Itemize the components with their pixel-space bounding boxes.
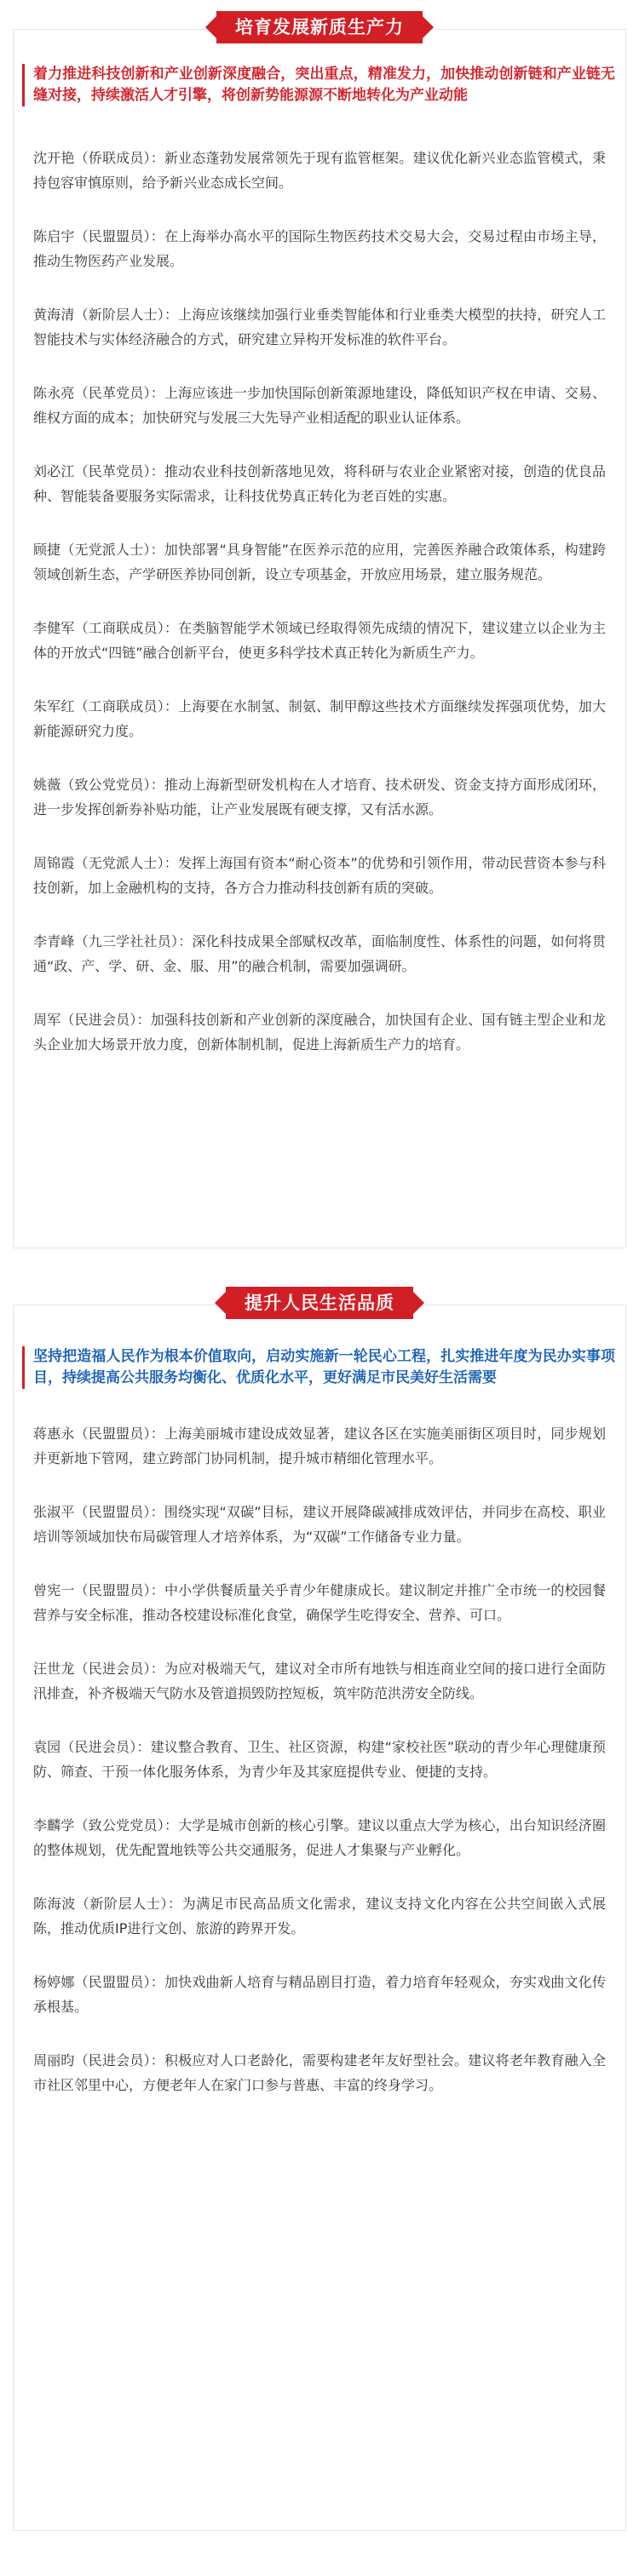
opinion-list	[33, 1421, 606, 2126]
speaker-name: 李健军（工商联成员）：	[33, 620, 179, 636]
speaker-name: 蒋惠永（民盟盟员）：	[33, 1426, 164, 1442]
speaker-name: 刘必江（民革党员）：	[33, 463, 164, 479]
section-intro: 着力推进科技创新和产业创新深度融合，突出重点，精准发力，加快推动创新链和产业链无缝对接，持续激活人才引擎，将创新势能源源不断地转化为产业动能	[22, 64, 615, 106]
opinion-item	[33, 616, 606, 665]
opinion-text: 在类脑智能学术领域已经取得领先成绩的情况下，建议建立以企业为主体的开放式“四链”融合创新平台，使更多科学技术真正转化为新质生产力。	[33, 620, 606, 661]
opinion-item	[33, 1421, 606, 1471]
opinion-text: 上海应该进一步加快国际创新策源地建设，降低知识产权在申请、交易、维权方面的成本；加快研究与发展三大先导产业相适配的职业认证体系。	[33, 385, 606, 426]
opinion-item	[33, 772, 606, 822]
opinion-item	[33, 537, 606, 587]
section-title-banner	[14, 1287, 625, 1319]
opinion-item	[33, 381, 606, 430]
opinion-text: 上海要在水制氢、制氨、制甲醇这些技术方面继续发挥强项优势，加大新能源研究力度。	[33, 698, 606, 739]
speaker-name: 汪世龙（民进会员）：	[33, 1661, 164, 1677]
section-intro: 坚持把造福人民作为根本价值取向，启动实施新一轮民心工程，扎实推进年度为民办实事项目，持续提高公共服务均衡化、优质化水平，更好满足市民美好生活需要	[22, 1346, 615, 1389]
section-title: 培育发展新质生产力	[216, 11, 423, 43]
speaker-name: 黄海清（新阶层人士）：	[33, 307, 179, 323]
opinion-item	[33, 1500, 606, 1549]
opinion-text: 积极应对人口老龄化，需要构建老年友好型社会。建议将老年教育融入全市社区邻里中心，方便老年人在家门口参与普惠、丰富的终身学习。	[33, 2052, 606, 2093]
speaker-name: 朱军红（工商联成员）：	[33, 698, 179, 714]
opinion-item	[33, 1891, 606, 1941]
speaker-name: 周丽昀（民进会员）：	[33, 2052, 164, 2068]
speaker-name: 陈永亮（民革党员）：	[33, 385, 164, 401]
speaker-name: 李青峰（九三学社社员）：	[33, 933, 193, 950]
opinion-text: 中小学供餐质量关乎青少年健康成长。建议制定并推广全市统一的校园餐营养与安全标准，推动各校建设标准化食堂，确保学生吃得安全、营养、可口。	[33, 1582, 606, 1623]
speaker-name: 沈开艳（侨联成员）：	[33, 150, 164, 166]
opinion-text: 在上海举办高水平的国际生物医药技术交易大会，交易过程由市场主导，推动生物医药产业发展。	[33, 228, 606, 269]
section-title: 提升人民生活品质	[226, 1287, 413, 1319]
opinion-item	[33, 1656, 606, 1706]
opinion-text: 新业态蓬勃发展常领先于现有监管框架。建议优化新兴业态监管模式，秉持包容审慎原则，给予新兴业态成长空间。	[33, 150, 606, 191]
opinion-text: 为应对极端天气，建议对全市所有地铁与相连商业空间的接口进行全面防汛排查，补齐极端天气防水及管道损毁防控短板，筑牢防范洪涝安全防线。	[33, 1661, 606, 1701]
opinion-item	[33, 694, 606, 743]
speaker-name: 杨婷娜（民盟盟员）：	[33, 1974, 164, 1990]
opinion-item	[33, 851, 606, 900]
section-new-productivity	[13, 17, 626, 1248]
speaker-name: 曾宪一（民盟盟员）：	[33, 1582, 164, 1598]
speaker-name: 李麟学（致公党党员）：	[33, 1817, 179, 1833]
opinion-text: 加快戏曲新人培育与精品剧目打造，着力培育年轻观众，夯实戏曲文化传承根基。	[33, 1974, 606, 2015]
opinion-text: 上海应该继续加强行业垂类智能体和行业垂类大模型的扶持，研究人工智能技术与实体经济融合的方式，研究建立异构开发标准的软件平台。	[33, 307, 606, 347]
opinion-item	[33, 929, 606, 978]
speaker-name: 陈启宇（民盟盟员）：	[33, 228, 164, 244]
speaker-name: 周锦霞（无党派人士）：	[33, 855, 178, 871]
speaker-name: 顾捷（无党派人士）：	[33, 542, 164, 558]
speaker-name: 周军（民进会员）：	[33, 1012, 151, 1028]
opinion-text: 围绕实现“双碳”目标，建议开展降碳减排成效评估，并同步在高校、职业培训等领域加快布局碳管理人才培养体系，为“双碳”工作储备专业力量。	[33, 1504, 606, 1545]
opinion-text: 为满足市民高品质文化需求，建议支持文化内容在公共空间嵌入式展陈，推动优质IP进行文创、旅游的跨界开发。	[33, 1896, 606, 1936]
opinion-item	[33, 224, 606, 273]
opinion-item	[33, 1735, 606, 1784]
opinion-text: 加快部署“具身智能”在医养示范的应用，完善医养融合政策体系，构建跨领域创新生态，产学研医养协同创新，设立专项基金，开放应用场景，建立服务规范。	[33, 542, 606, 582]
opinion-item	[33, 1007, 606, 1057]
opinion-text: 深化科技成果全部赋权改革，面临制度性、体系性的问题，如何将贯通“政、产、学、研、金、服、用”的融合机制，需要加强调研。	[33, 933, 606, 974]
opinion-text: 推动上海新型研发机构在人才培育、技术研发、资金支持方面形成闭环，进一步发挥创新券补贴功能，让产业发展既有硬支撑，又有活水源。	[33, 777, 606, 818]
section-quality-of-life	[13, 1293, 626, 2531]
section-title-banner	[14, 11, 625, 43]
opinion-item	[33, 459, 606, 508]
opinion-item	[33, 1970, 606, 2019]
speaker-name: 张淑平（民盟盟员）：	[33, 1504, 164, 1520]
opinion-text: 加强科技创新和产业创新的深度融合，加快国有企业、国有链主型企业和龙头企业加大场景开放力度，创新体制机制，促进上海新质生产力的培育。	[33, 1012, 606, 1053]
opinion-item	[33, 1578, 606, 1627]
opinion-text: 上海美丽城市建设成效显著，建议各区在实施美丽街区项目时，同步规划并更新地下管网，建立跨部门协同机制，提升城市精细化管理水平。	[33, 1426, 606, 1466]
speaker-name: 姚薇（致公党党员）：	[33, 777, 164, 793]
opinion-text: 推动农业科技创新落地见效，将科研与农业企业紧密对接，创造的优良品种、智能装备要服务实际需求，让科技优势真正转化为老百姓的实惠。	[33, 463, 606, 504]
opinion-text: 大学是城市创新的核心引擎。建议以重点大学为核心，出台知识经济圈的整体规划，优先配置地铁等公共交通服务，促进人才集聚与产业孵化。	[33, 1817, 606, 1858]
opinion-text: 建议整合教育、卫生、社区资源，构建“家校社医”联动的青少年心理健康预防、筛查、干预一体化服务体系，为青少年及其家庭提供专业、便捷的支持。	[33, 1739, 606, 1780]
speaker-name: 陈海波（新阶层人士）：	[33, 1896, 182, 1912]
speaker-name: 袁园（民进会员）：	[33, 1739, 151, 1755]
opinion-item	[33, 2048, 606, 2097]
opinion-text: 发挥上海国有资本“耐心资本”的优势和引领作用，带动民营资本参与科技创新，加上金融机构的支持，各方合力推动科技创新有质的突破。	[33, 855, 606, 896]
opinion-item	[33, 1813, 606, 1862]
opinion-list	[33, 146, 606, 1086]
opinion-item	[33, 302, 606, 352]
opinion-item	[33, 146, 606, 195]
